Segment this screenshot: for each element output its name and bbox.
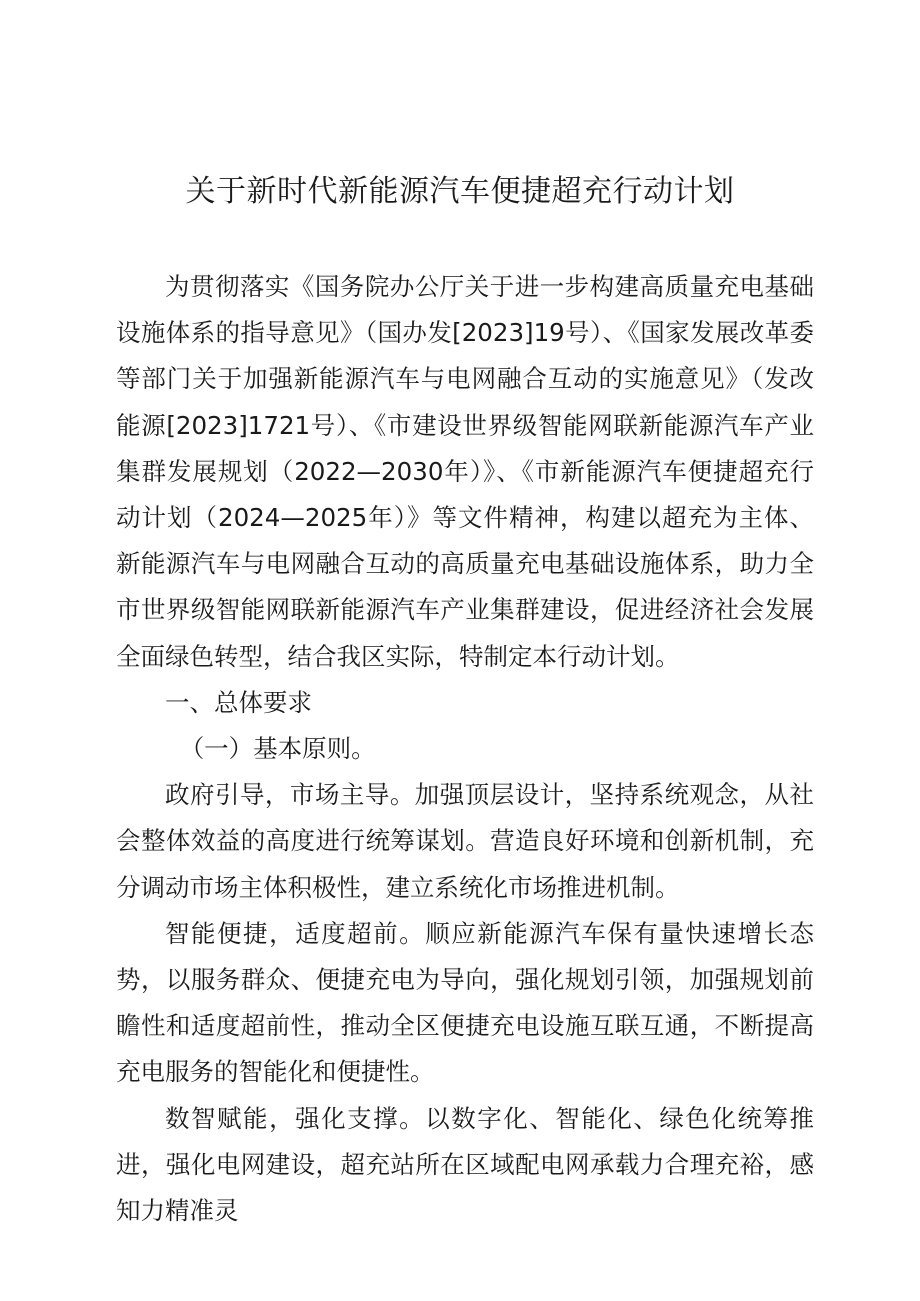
document-title: 关于新时代新能源汽车便捷超充行动计划 bbox=[185, 174, 735, 209]
principle-paragraph-government-guidance: 政府引导，市场主导。加强顶层设计，坚持系统观念，从社会整体效益的高度进行统筹谋划。营造良好环境和创新机制，充分调动市场主体积极性，建立系统化市场推进机制。 bbox=[116, 780, 814, 902]
section-heading-general-requirements: 一、总体要求 bbox=[165, 687, 312, 717]
principle-paragraph-digital-empowerment: 数智赋能，强化支撑。以数字化、智能化、绿色化统筹推进，强化电网建设，超充站所在区域配电网承载力合理充裕，感知力精准灵 bbox=[116, 1103, 814, 1226]
document-body bbox=[116, 264, 814, 1234]
intro-paragraph: 为贯彻落实《国务院办公厅关于进一步构建高质量充电基础设施体系的指导意见》（国办发[2023]19号）、《国家发展改革委等部门关于加强新能源汽车与电网融合互动的实施意见》（发改能源[2023]1721号）、《市建设世界级智能网联新能源汽车产业集群发展规划（2022—2030年）》、《市新能源汽车便捷超充行动计划（2024—2025年）》等文件精神，构建以超充为主体、新能源汽车与电网融合互动的高质量充电基础设施体系，助力全市世界级智能网联新能源汽车产业集群建设，促进经济社会发展全面绿色转型，结合我区实际，特制定本行动计划。 bbox=[116, 272, 814, 671]
subsection-heading-basic-principles: （一）基本原则。 bbox=[179, 734, 376, 764]
principle-paragraph-smart-convenience: 智能便捷，适度超前。顺应新能源汽车保有量快速增长态势，以服务群众、便捷充电为导向，强化规划引领，加强规划前瞻性和适度超前性，推动全区便捷充电设施互联互通，不断提高充电服务的智能化和便捷性。 bbox=[116, 918, 814, 1087]
